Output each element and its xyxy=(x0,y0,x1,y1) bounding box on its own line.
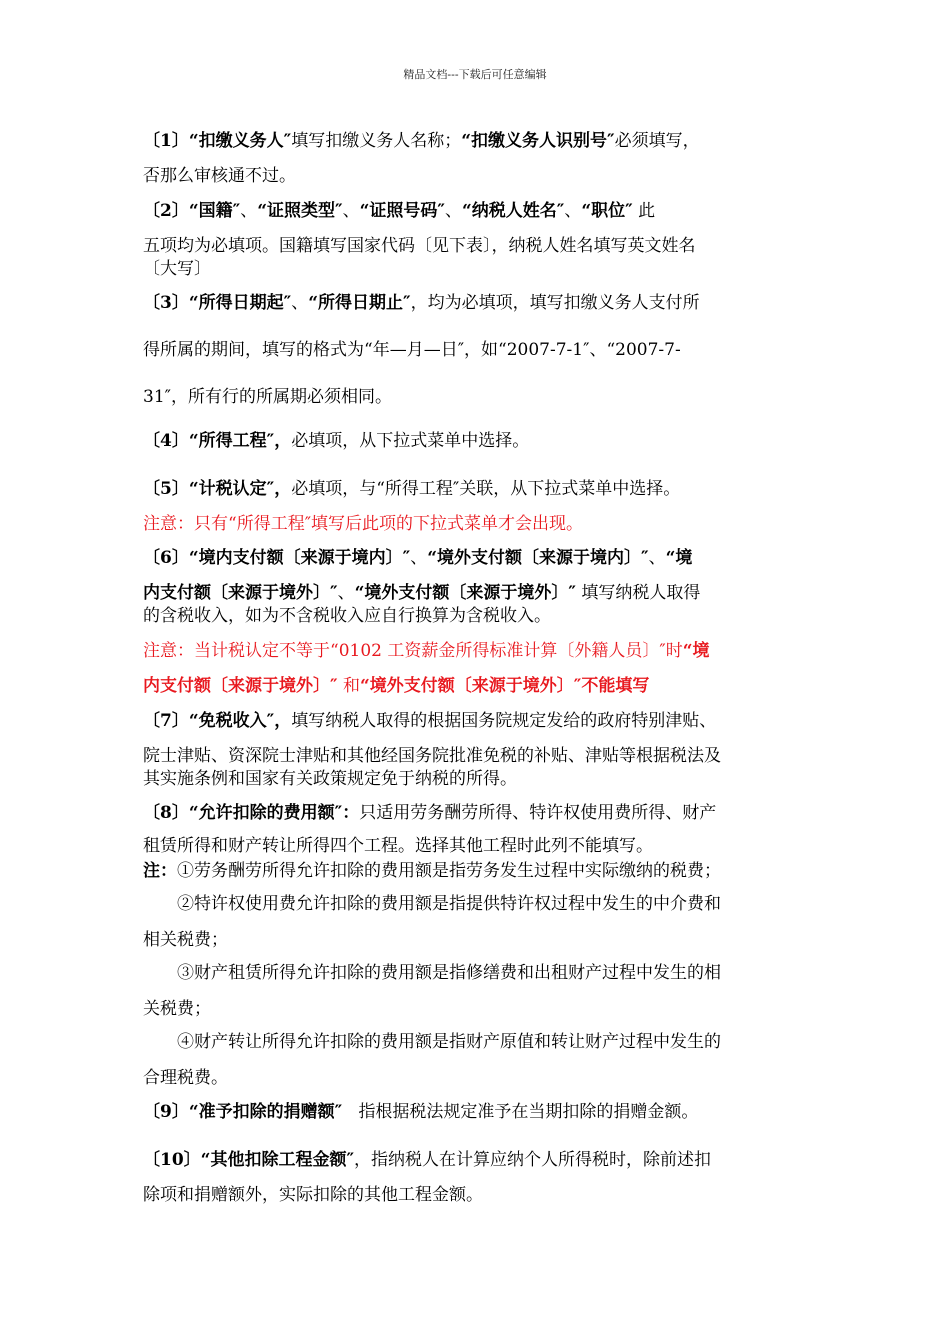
paragraph-6-line-2: 内支付额〔来源于境外〕″、“境外支付额〔来源于境外〕″ 填写纳税人取得 xyxy=(143,583,701,603)
paragraph-10-line-1: 〔10〕“其他扣除工程金额″，指纳税人在计算应纳个人所得税时，除前述扣 xyxy=(143,1150,712,1170)
paragraph-8-note-1: 注：①劳务酬劳所得允许扣除的费用额是指劳务发生过程中实际缴纳的税费； xyxy=(143,861,721,881)
paragraph-8-note-3-line-2: 关税费； xyxy=(143,999,211,1019)
paragraph-2-line-2: 五项均为必填项。国籍填写国家代码〔见下表〕，纳税人姓名填写英文姓名 xyxy=(143,236,696,256)
paragraph-3-line-3: 31″，所有行的所属期必须相同。 xyxy=(143,387,392,407)
paragraph-2-line-1: 〔2〕“国籍″、“证照类型″、“证照号码″、“纳税人姓名″、“职位″ 此 xyxy=(143,201,656,221)
paragraph-7-line-2: 院士津贴、资深院士津贴和其他经国务院批准免税的补贴、津贴等根据税法及 xyxy=(143,746,721,766)
paragraph-8-note-2-line-1: ②特许权使用费允许扣除的费用额是指提供特许权过程中发生的中介费和 xyxy=(177,894,721,914)
page-header: 精品文档---下载后可任意编辑 xyxy=(403,68,547,81)
paragraph-1-line-2: 否那么审核通不过。 xyxy=(143,166,296,186)
paragraph-2-line-3: 〔大写〕 xyxy=(143,259,211,279)
paragraph-8-note-4-line-2: 合理税费。 xyxy=(143,1068,228,1088)
paragraph-8-line-1: 〔8〕“允许扣除的费用额″：只适用劳务酬劳所得、特许权使用费所得、财产 xyxy=(143,803,717,823)
paragraph-5-note: 注意：只有“所得工程″填写后此项的下拉式菜单才会出现。 xyxy=(143,514,584,534)
paragraph-3-line-1: 〔3〕“所得日期起″、“所得日期止″，均为必填项，填写扣缴义务人支付所 xyxy=(143,293,700,313)
paragraph-1-line-1: 〔1〕“扣缴义务人″填写扣缴义务人名称；“扣缴义务人识别号″必须填写， xyxy=(143,131,700,151)
paragraph-6-note-line-2: 内支付额〔来源于境外〕″ 和“境外支付额〔来源于境外〕″不能填写 xyxy=(143,676,650,696)
paragraph-8-note-4-line-1: ④财产转让所得允许扣除的费用额是指财产原值和转让财产过程中发生的 xyxy=(177,1032,721,1052)
paragraph-6-note-line-1: 注意：当计税认定不等于“0102 工资薪金所得标准计算〔外籍人员〕″时“境 xyxy=(143,641,710,661)
paragraph-9: 〔9〕“准予扣除的捐赠额″ 指根据税法规定准予在当期扣除的捐赠金额。 xyxy=(143,1102,699,1122)
paragraph-3-line-2: 得所属的期间，填写的格式为“年—月—日″，如“2007-7-1″、“2007-7- xyxy=(143,340,681,360)
paragraph-5: 〔5〕“计税认定″，必填项，与“所得工程″关联，从下拉式菜单中选择。 xyxy=(143,479,681,499)
paragraph-4: 〔4〕“所得工程″，必填项，从下拉式菜单中选择。 xyxy=(143,431,530,451)
paragraph-8-note-2-line-2: 相关税费； xyxy=(143,930,228,950)
paragraph-6-line-3: 的含税收入，如为不含税收入应自行换算为含税收入。 xyxy=(143,606,551,626)
paragraph-7-line-3: 其实施条例和国家有关政策规定免于纳税的所得。 xyxy=(143,769,517,789)
paragraph-8-note-3-line-1: ③财产租赁所得允许扣除的费用额是指修缮费和出租财产过程中发生的相 xyxy=(177,963,721,983)
paragraph-7-line-1: 〔7〕“免税收入″，填写纳税人取得的根据国务院规定发给的政府特别津贴、 xyxy=(143,711,717,731)
paragraph-6-line-1: 〔6〕“境内支付额〔来源于境内〕″、“境外支付额〔来源于境内〕″、“境 xyxy=(143,548,693,568)
paragraph-10-line-2: 除项和捐赠额外，实际扣除的其他工程金额。 xyxy=(143,1185,483,1205)
paragraph-8-line-2: 租赁所得和财产转让所得四个工程。选择其他工程时此列不能填写。 xyxy=(143,836,653,856)
